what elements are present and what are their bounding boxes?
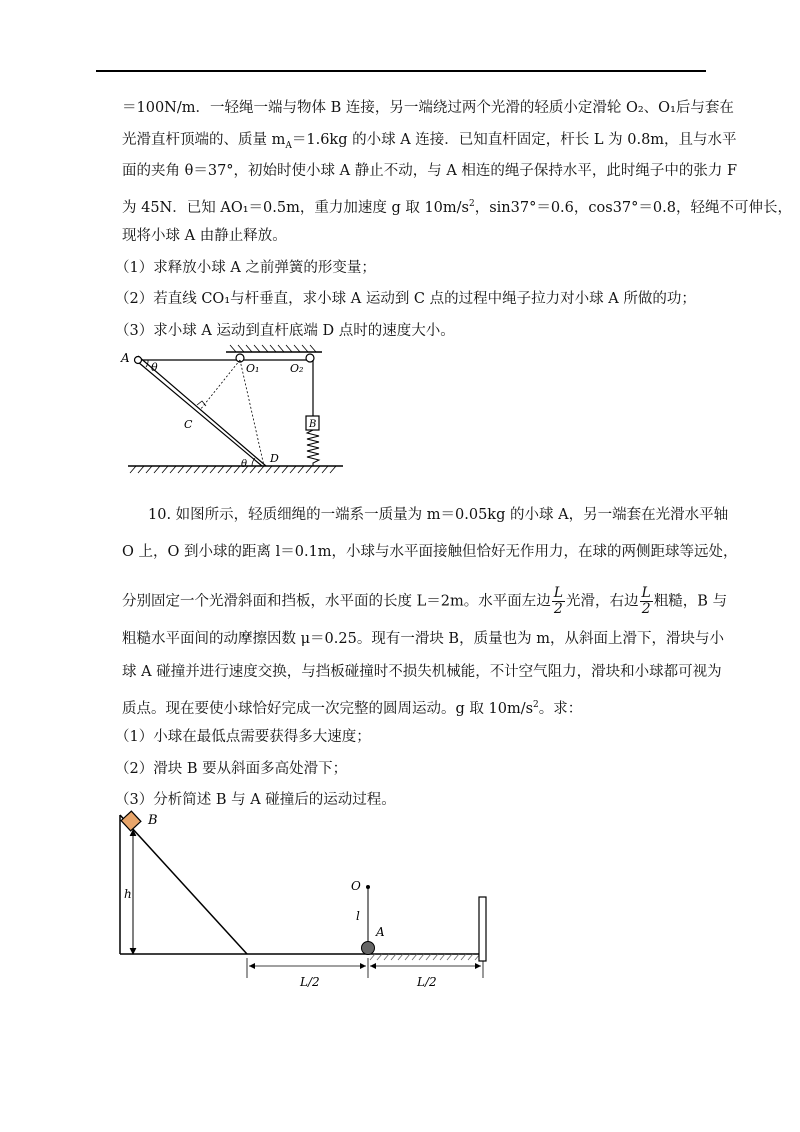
label-L2-right: L/2 — [417, 975, 437, 989]
ball-A — [135, 357, 142, 364]
p10-line-5: 球 A 碰撞并进行速度交换，与挡板碰撞时不损失机械能，不计空气阻力，滑块和小球都可视为 — [122, 664, 722, 680]
p9-line-2: 光滑直杆顶端的、质量 $m_A=1.6kg$ 的小球 A 连接．已知直杆固定，杆长 L 为 0.8m，且与水平 — [122, 132, 737, 151]
spring — [307, 430, 319, 466]
p10-question-3: （3）分析简述 B 与 A 碰撞后的运动过程。 — [115, 792, 396, 808]
line-CO1 — [200, 360, 240, 410]
label-D: D — [270, 452, 279, 465]
p9-question-1: （1）求释放小球 A 之前弹簧的形变量； — [115, 260, 376, 276]
p9-line-3: 面的夹角 θ＝37°，初始时使小球 A 静止不动，与 A 相连的绳子保持水平，此时绳子中的张力 F — [122, 163, 738, 179]
p10-line-4: 粗糙水平面间的动摩擦因数 μ＝0.25。现有一滑块 B，质量也为 m，从斜面上滑下，滑块与小 — [122, 631, 724, 647]
label-l: l — [356, 909, 360, 923]
label-B: B — [148, 813, 158, 828]
ball-A — [362, 942, 375, 955]
p10-question-1: （1）小球在最低点需要获得多大速度； — [115, 729, 371, 745]
p10-line-6: 质点。现在要使小球恰好完成一次完整的圆周运动。g 取 $10m/s^2$。求： — [122, 700, 583, 717]
label-O2: O₂ — [290, 362, 304, 375]
label-A: A — [121, 351, 130, 365]
right-angle-mark — [197, 401, 206, 406]
fraction-L-over-2-left: $\frac{L}{2}$ — [553, 585, 564, 617]
rod-edge-2 — [138, 362, 262, 466]
arrow-left-b — [360, 963, 366, 969]
label-A: A — [376, 925, 385, 939]
baffle — [479, 897, 486, 961]
block-B — [121, 811, 141, 831]
p10-line-3: 分别固定一个光滑斜面和挡板，水平面的长度 L＝2m。水平面左边 $\frac{L}{2}$ 光滑，右边 $\frac{L}{2}$ 粗糙，B 与 — [122, 585, 728, 617]
p9-question-2: （2）若直线 CO₁与杆垂直，求小球 A 运动到 C 点的过程中绳子拉力对小球 A 所做的功； — [115, 291, 696, 307]
p10-line-2: O 上，O 到小球的距离 l＝0.1m，小球与水平面接触但恰好无作用力，在球的两侧距球等远处， — [122, 544, 738, 560]
p9-line-4: 为 45N．已知 AO₁＝0.5m，重力加速度 g 取 $10m/s^2$，sin37°＝0.6，cos37°＝0.8，轻绳不可伸长， — [122, 199, 792, 216]
label-O: O — [351, 879, 361, 893]
p10-question-2: （2）滑块 B 要从斜面多高处滑下； — [115, 761, 348, 777]
h-arrow-bottom — [130, 948, 136, 954]
figure-pulley-rod — [0, 0, 800, 500]
incline — [120, 815, 247, 954]
fraction-L-over-2-right: $\frac{L}{2}$ — [641, 585, 651, 617]
ceiling-hatch — [230, 345, 316, 352]
p9-line-5: 现将小球 A 由静止释放。 — [122, 228, 287, 244]
label-B: B — [309, 419, 317, 430]
label-L2-left: L/2 — [300, 975, 320, 989]
p10-line-1: 10. 如图所示，轻质细绳的一端系一质量为 m＝0.05kg 的小球 A，另一端套在光滑水平轴 — [148, 507, 729, 523]
figure-slope-pendulum — [0, 800, 800, 1010]
arrow-left-a — [249, 963, 255, 969]
p9-line-1: ＝100N/m．一轻绳一端与物体 B 连接，另一端绕过两个光滑的轻质小定滑轮 O₂、O₁后与套在 — [122, 100, 734, 116]
ground-hatch — [130, 466, 336, 473]
label-C: C — [184, 418, 193, 431]
p9-question-3: （3）求小球 A 运动到直杆底端 D 点时的速度大小。 — [115, 323, 455, 339]
label-O1: O₁ — [246, 362, 260, 375]
label-h: h — [124, 887, 132, 901]
label-theta-bottom: θ — [241, 459, 248, 470]
label-theta-top: θ — [151, 361, 158, 374]
rough-hatch — [370, 954, 480, 960]
arrow-right-b — [475, 963, 481, 969]
arrow-right-a — [370, 963, 376, 969]
